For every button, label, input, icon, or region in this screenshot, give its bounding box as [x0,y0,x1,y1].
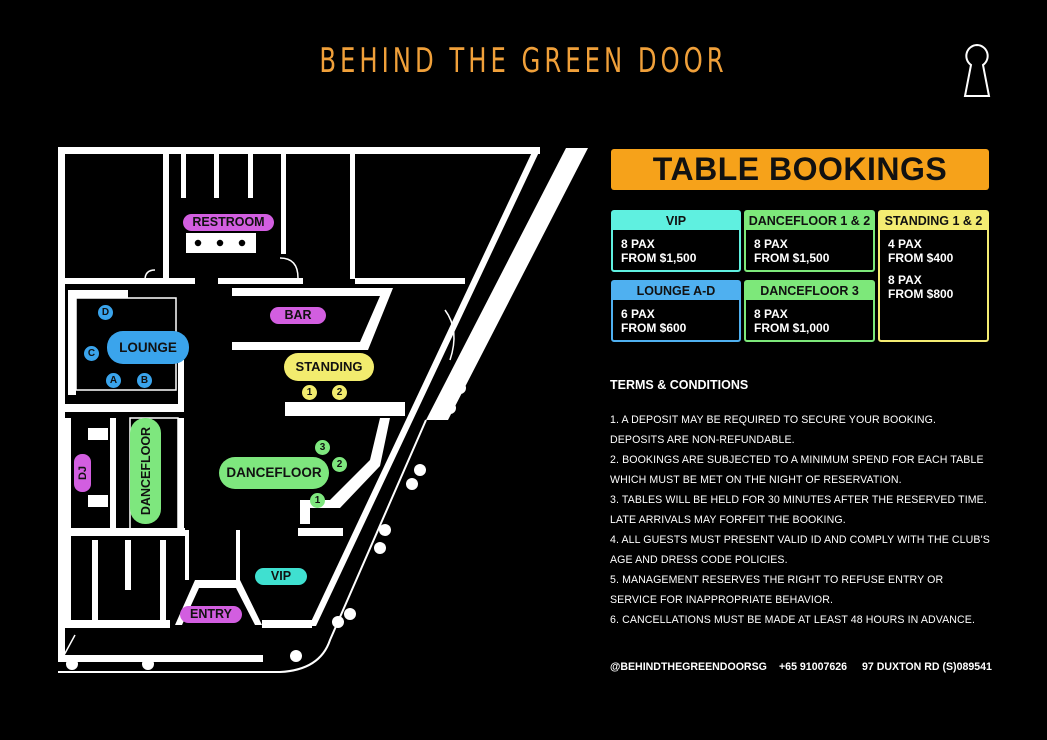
terms-line: DEPOSITS ARE NON-REFUNDABLE. [610,434,795,446]
lounge-table-c[interactable]: C [84,346,99,361]
card-pax: 8 PAX [621,237,655,251]
bar-label: BAR [270,307,326,324]
standing-table-1[interactable]: 1 [302,385,317,400]
booking-card-vip[interactable] [611,210,741,272]
card-title: DANCEFLOOR 1 & 2 [746,212,873,230]
standing-table-2[interactable]: 2 [332,385,347,400]
card-pax: 4 PAX [888,237,922,251]
brand-title: BEHIND THE GREEN DOOR [319,42,728,81]
booking-card-lounge-a-d[interactable] [611,280,741,342]
terms-line: 3. TABLES WILL BE HELD FOR 30 MINUTES AFTER THE RESERVED TIME. [610,494,987,506]
lounge-zone[interactable]: LOUNGE [107,331,189,364]
terms-line: 4. ALL GUESTS MUST PRESENT VALID ID AND COMPLY WITH THE CLUB'S [610,534,990,546]
booking-card-dancefloor-3[interactable] [744,280,875,342]
lounge-table-d[interactable]: D [98,305,113,320]
card-price: FROM $400 [888,251,954,265]
dancefloor-zone[interactable]: DANCEFLOOR [219,457,329,489]
card-title: LOUNGE A-D [613,282,739,300]
terms-title: TERMS & CONDITIONS [610,378,749,392]
card-title: STANDING 1 & 2 [880,212,987,230]
terms-line: SERVICE FOR INAPPROPRIATE BEHAVIOR. [610,594,834,606]
keyhole-icon [962,42,992,100]
phone-number[interactable]: +65 91007626 [779,661,848,673]
card-title: VIP [613,212,739,230]
entry-label: ENTRY [180,606,242,623]
card-price: FROM $1,500 [621,251,697,265]
table-bookings-title: TABLE BOOKINGS [611,149,989,190]
terms-line: LATE ARRIVALS MAY FORFEIT THE BOOKING. [610,514,846,526]
dancefloor-vertical-zone[interactable] [130,418,161,524]
vip-zone[interactable]: VIP [255,568,307,585]
card-pax: 6 PAX [621,307,655,321]
lounge-table-a[interactable]: A [106,373,121,388]
terms-list [610,410,1005,630]
dancefloor-vertical-label: DANCEFLOOR [138,426,153,516]
card-price: FROM $600 [621,321,687,335]
terms-line: 6. CANCELLATIONS MUST BE MADE AT LEAST 48 HOURS IN ADVANCE. [610,614,976,626]
terms-line: WHICH MUST BE MET ON THE NIGHT OF RESERVATION. [610,474,902,486]
instagram-handle[interactable]: @BEHINDTHEGREENDOORSG [610,661,767,673]
terms-line: 2. BOOKINGS ARE SUBJECTED TO A MINIMUM SPEND FOR EACH TABLE [610,454,984,466]
dj-zone [74,454,91,492]
lounge-table-b[interactable]: B [137,373,152,388]
terms-line: 5. MANAGEMENT RESERVES THE RIGHT TO REFUSE ENTRY OR [610,574,944,586]
floor-plan-walls [58,147,588,662]
standing-zone[interactable]: STANDING [284,353,374,381]
card-price: FROM $1,500 [754,251,830,265]
card-price: FROM $1,000 [754,321,830,335]
booking-card-standing-1-2[interactable] [878,210,989,342]
booking-card-dancefloor-1-2[interactable] [744,210,875,272]
card-pax: 8 PAX [888,273,922,287]
dj-label: DJ [76,465,89,481]
card-title: DANCEFLOOR 3 [746,282,873,300]
dancefloor-table-2[interactable]: 2 [332,457,347,472]
restroom-label: RESTROOM [183,214,274,231]
address: 97 DUXTON RD (S)089541 [862,661,992,673]
terms-line: AGE AND DRESS CODE POLICIES. [610,554,788,566]
dancefloor-table-3[interactable]: 3 [315,440,330,455]
card-pax: 8 PAX [754,237,788,251]
card-price: FROM $800 [888,287,954,301]
card-pax: 8 PAX [754,307,788,321]
terms-line: 1. A DEPOSIT MAY BE REQUIRED TO SECURE YOUR BOOKING. [610,414,937,426]
dancefloor-table-1[interactable]: 1 [310,493,325,508]
